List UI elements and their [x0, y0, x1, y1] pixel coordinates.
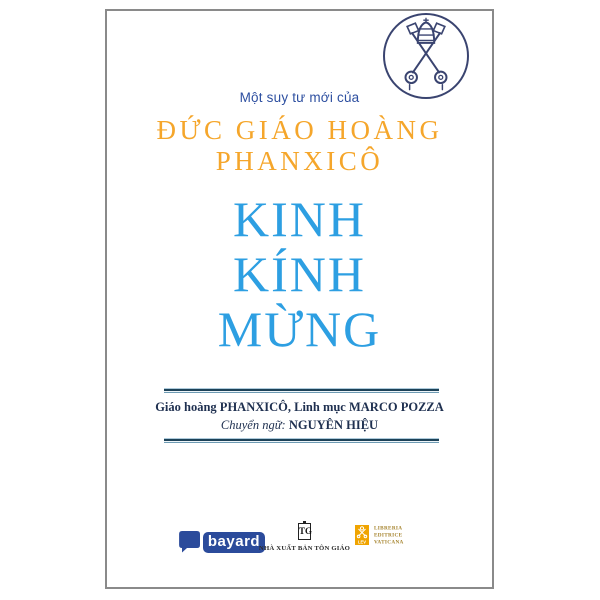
tg-caption: NHÀ XUẤT BẢN TÔN GIÁO — [258, 544, 351, 552]
lev-logo-icon — [355, 525, 369, 545]
credits-authors: Giáo hoàng PHANXICÔ, Linh mục MARCO POZZA — [155, 400, 444, 414]
credits-translator — [107, 418, 492, 433]
lev-line3: VATICANA — [374, 539, 404, 546]
lev-line1: LIBRERIA — [374, 525, 403, 532]
author-heading — [107, 115, 492, 177]
book-cover-card — [105, 9, 494, 589]
bayard-speech-bubble-icon — [179, 530, 201, 553]
translator-label: Chuyển ngữ: — [220, 418, 286, 432]
double-rule-top — [164, 388, 439, 393]
cover-subtitle: Một suy tư mới của — [239, 90, 360, 105]
book-title-line1: KINH — [233, 191, 366, 247]
author-heading-line1: ĐỨC GIÁO HOÀNG — [156, 115, 443, 145]
publisher-tg-logo — [257, 523, 352, 552]
lev-publisher-name — [374, 525, 414, 546]
lev-line2: EDITRICE — [374, 532, 403, 539]
author-heading-line2: PHANXICÔ — [215, 146, 384, 176]
book-title-line3: MỪNG — [217, 301, 382, 357]
bayard-wordmark: bayard — [203, 532, 265, 553]
book-title — [107, 192, 492, 357]
translator-name: NGUYÊN HIỆU — [288, 418, 379, 432]
double-rule-bottom — [164, 438, 439, 443]
vatican-crest-icon — [383, 13, 469, 99]
book-title-line2: KÍNH — [233, 246, 366, 302]
tg-logo-icon: TG — [298, 523, 311, 540]
lev-logo-text: LEV — [358, 540, 366, 545]
